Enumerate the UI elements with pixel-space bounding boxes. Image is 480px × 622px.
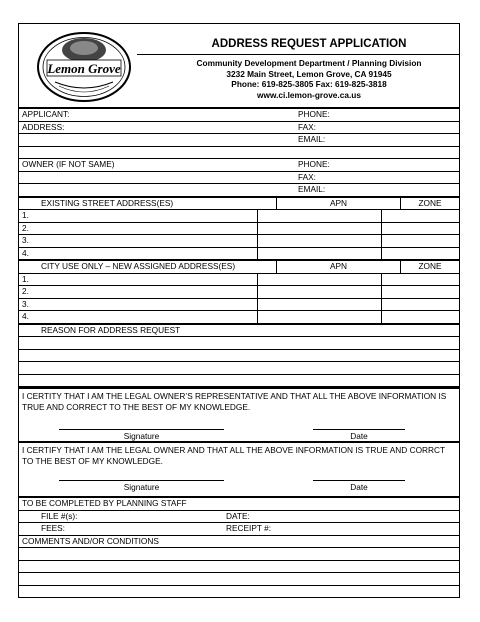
assigned-zone-2[interactable] bbox=[382, 286, 459, 298]
representative-date-label: Date bbox=[350, 431, 368, 441]
table-row[interactable] bbox=[19, 248, 459, 262]
reason-line-2[interactable] bbox=[19, 350, 459, 362]
applicant-section bbox=[18, 109, 460, 387]
comments-line-2[interactable] bbox=[19, 561, 459, 573]
owner-certification bbox=[18, 442, 460, 497]
reason-line-1[interactable] bbox=[19, 337, 459, 349]
applicant-fax-field[interactable]: FAX: bbox=[298, 121, 316, 132]
comments-line-3[interactable] bbox=[19, 573, 459, 585]
applicant-field[interactable]: APPLICANT: bbox=[22, 109, 70, 119]
assigned-zone-header: ZONE bbox=[418, 261, 442, 271]
staff-date-field[interactable]: DATE: bbox=[226, 510, 250, 521]
owner-certification-text: I CERTIFY THAT I AM THE LEGAL OWNER AND THAT ALL THE ABOVE INFORMATION IS TRUE AND CORRCT TO THE BEST OF MY KNOWLEDGE. bbox=[22, 445, 445, 466]
assigned-apn-header: APN bbox=[277, 261, 401, 273]
department-name: Community Development Department / Planning Division bbox=[196, 58, 422, 68]
department-address: 3232 Main Street, Lemon Grove, CA 91945 bbox=[226, 68, 392, 79]
assigned-apn-2[interactable] bbox=[258, 286, 382, 298]
owner-address-line-2[interactable] bbox=[19, 184, 295, 196]
existing-address-2[interactable]: 2. bbox=[19, 223, 258, 235]
applicant-spacer-row bbox=[19, 147, 295, 159]
assigned-apn-3[interactable] bbox=[258, 299, 382, 311]
existing-address-3[interactable]: 3. bbox=[19, 235, 258, 247]
representative-certification-text: I CERTITY THAT I AM THE LEGAL OWNER’S REPRESENTATIVE AND THAT ALL THE ABOVE INFORMATION IS TRUE AND CORRECT TO THE BEST OF MY KNOWLEDGE. bbox=[22, 391, 447, 412]
owner-date-line[interactable] bbox=[313, 480, 405, 481]
address-request-form bbox=[18, 23, 460, 598]
svg-text:Lemon Grove: Lemon Grove bbox=[47, 61, 121, 76]
applicant-address-line-2[interactable] bbox=[19, 134, 295, 146]
existing-zone-3[interactable] bbox=[382, 235, 459, 247]
existing-apn-1[interactable] bbox=[258, 210, 382, 222]
reason-line-3[interactable] bbox=[19, 362, 459, 374]
table-row[interactable] bbox=[19, 223, 459, 236]
existing-apn-2[interactable] bbox=[258, 223, 382, 235]
fees-field[interactable]: FEES: bbox=[41, 523, 65, 533]
existing-zone-header: ZONE bbox=[418, 197, 442, 208]
comments-label: COMMENTS AND/OR CONDITIONS bbox=[22, 535, 159, 546]
existing-apn-4[interactable] bbox=[258, 248, 382, 260]
assigned-address-header: CITY USE ONLY – NEW ASSIGNED ADDRESS(ES) bbox=[19, 261, 277, 273]
existing-apn-3[interactable] bbox=[258, 235, 382, 247]
form-title: ADDRESS REQUEST APPLICATION bbox=[211, 38, 407, 50]
department-phone: Phone: 619-825-3805 Fax: 619-825-3818 bbox=[231, 79, 387, 89]
applicant-phone-field[interactable]: PHONE: bbox=[298, 109, 330, 119]
applicant-email-field[interactable]: EMAIL: bbox=[298, 134, 326, 144]
file-number-field[interactable]: FILE #(s): bbox=[41, 510, 78, 521]
comments-line-1[interactable] bbox=[19, 548, 459, 560]
reason-label: REASON FOR ADDRESS REQUEST bbox=[41, 324, 181, 335]
existing-zone-2[interactable] bbox=[382, 223, 459, 235]
owner-signature-label: Signature bbox=[123, 482, 160, 492]
existing-address-header: EXISTING STREET ADDRESS(ES) bbox=[19, 198, 277, 210]
owner-signature-line[interactable] bbox=[59, 480, 224, 481]
assigned-address-4[interactable]: 4. bbox=[19, 311, 258, 323]
staff-section bbox=[18, 497, 460, 598]
existing-zone-1[interactable] bbox=[382, 210, 459, 222]
existing-apn-header: APN bbox=[277, 198, 401, 210]
table-row[interactable] bbox=[19, 274, 459, 287]
receipt-field[interactable]: RECEIPT #: bbox=[226, 523, 272, 533]
assigned-apn-1[interactable] bbox=[258, 274, 382, 286]
table-row[interactable] bbox=[19, 210, 459, 223]
assigned-zone-3[interactable] bbox=[382, 299, 459, 311]
representative-certification bbox=[18, 387, 460, 442]
form-header bbox=[18, 23, 460, 109]
table-row[interactable] bbox=[19, 311, 459, 325]
representative-signature-label: Signature bbox=[123, 431, 160, 441]
table-row[interactable] bbox=[19, 299, 459, 312]
table-row[interactable] bbox=[19, 235, 459, 248]
assigned-zone-1[interactable] bbox=[382, 274, 459, 286]
existing-address-4[interactable]: 4. bbox=[19, 248, 258, 260]
lemon-grove-logo bbox=[35, 30, 133, 104]
header-divider bbox=[137, 54, 459, 55]
owner-phone-field[interactable]: PHONE: bbox=[298, 159, 330, 169]
owner-address-line-1[interactable] bbox=[19, 172, 295, 184]
owner-fax-field[interactable]: FAX: bbox=[298, 171, 316, 182]
existing-zone-4[interactable] bbox=[382, 248, 459, 260]
representative-date-line[interactable] bbox=[313, 429, 405, 430]
owner-field[interactable]: OWNER (IF NOT SAME) bbox=[22, 159, 115, 169]
representative-signature-line[interactable] bbox=[59, 429, 224, 430]
assigned-apn-4[interactable] bbox=[258, 311, 382, 323]
assigned-address-1[interactable]: 1. bbox=[19, 274, 258, 286]
staff-header: TO BE COMPLETED BY PLANNING STAFF bbox=[22, 498, 187, 508]
owner-date-label: Date bbox=[350, 482, 368, 492]
applicant-address-field[interactable]: ADDRESS: bbox=[22, 121, 65, 132]
existing-address-1[interactable]: 1. bbox=[19, 210, 258, 222]
assigned-zone-4[interactable] bbox=[382, 311, 459, 323]
department-website[interactable]: www.ci.lemon-grove.ca.us bbox=[257, 89, 361, 100]
table-row[interactable] bbox=[19, 286, 459, 299]
reason-line-4[interactable] bbox=[19, 375, 459, 387]
assigned-address-3[interactable]: 3. bbox=[19, 299, 258, 311]
assigned-address-2[interactable]: 2. bbox=[19, 286, 258, 298]
comments-line-4[interactable] bbox=[19, 586, 459, 598]
owner-email-field[interactable]: EMAIL: bbox=[298, 184, 326, 194]
